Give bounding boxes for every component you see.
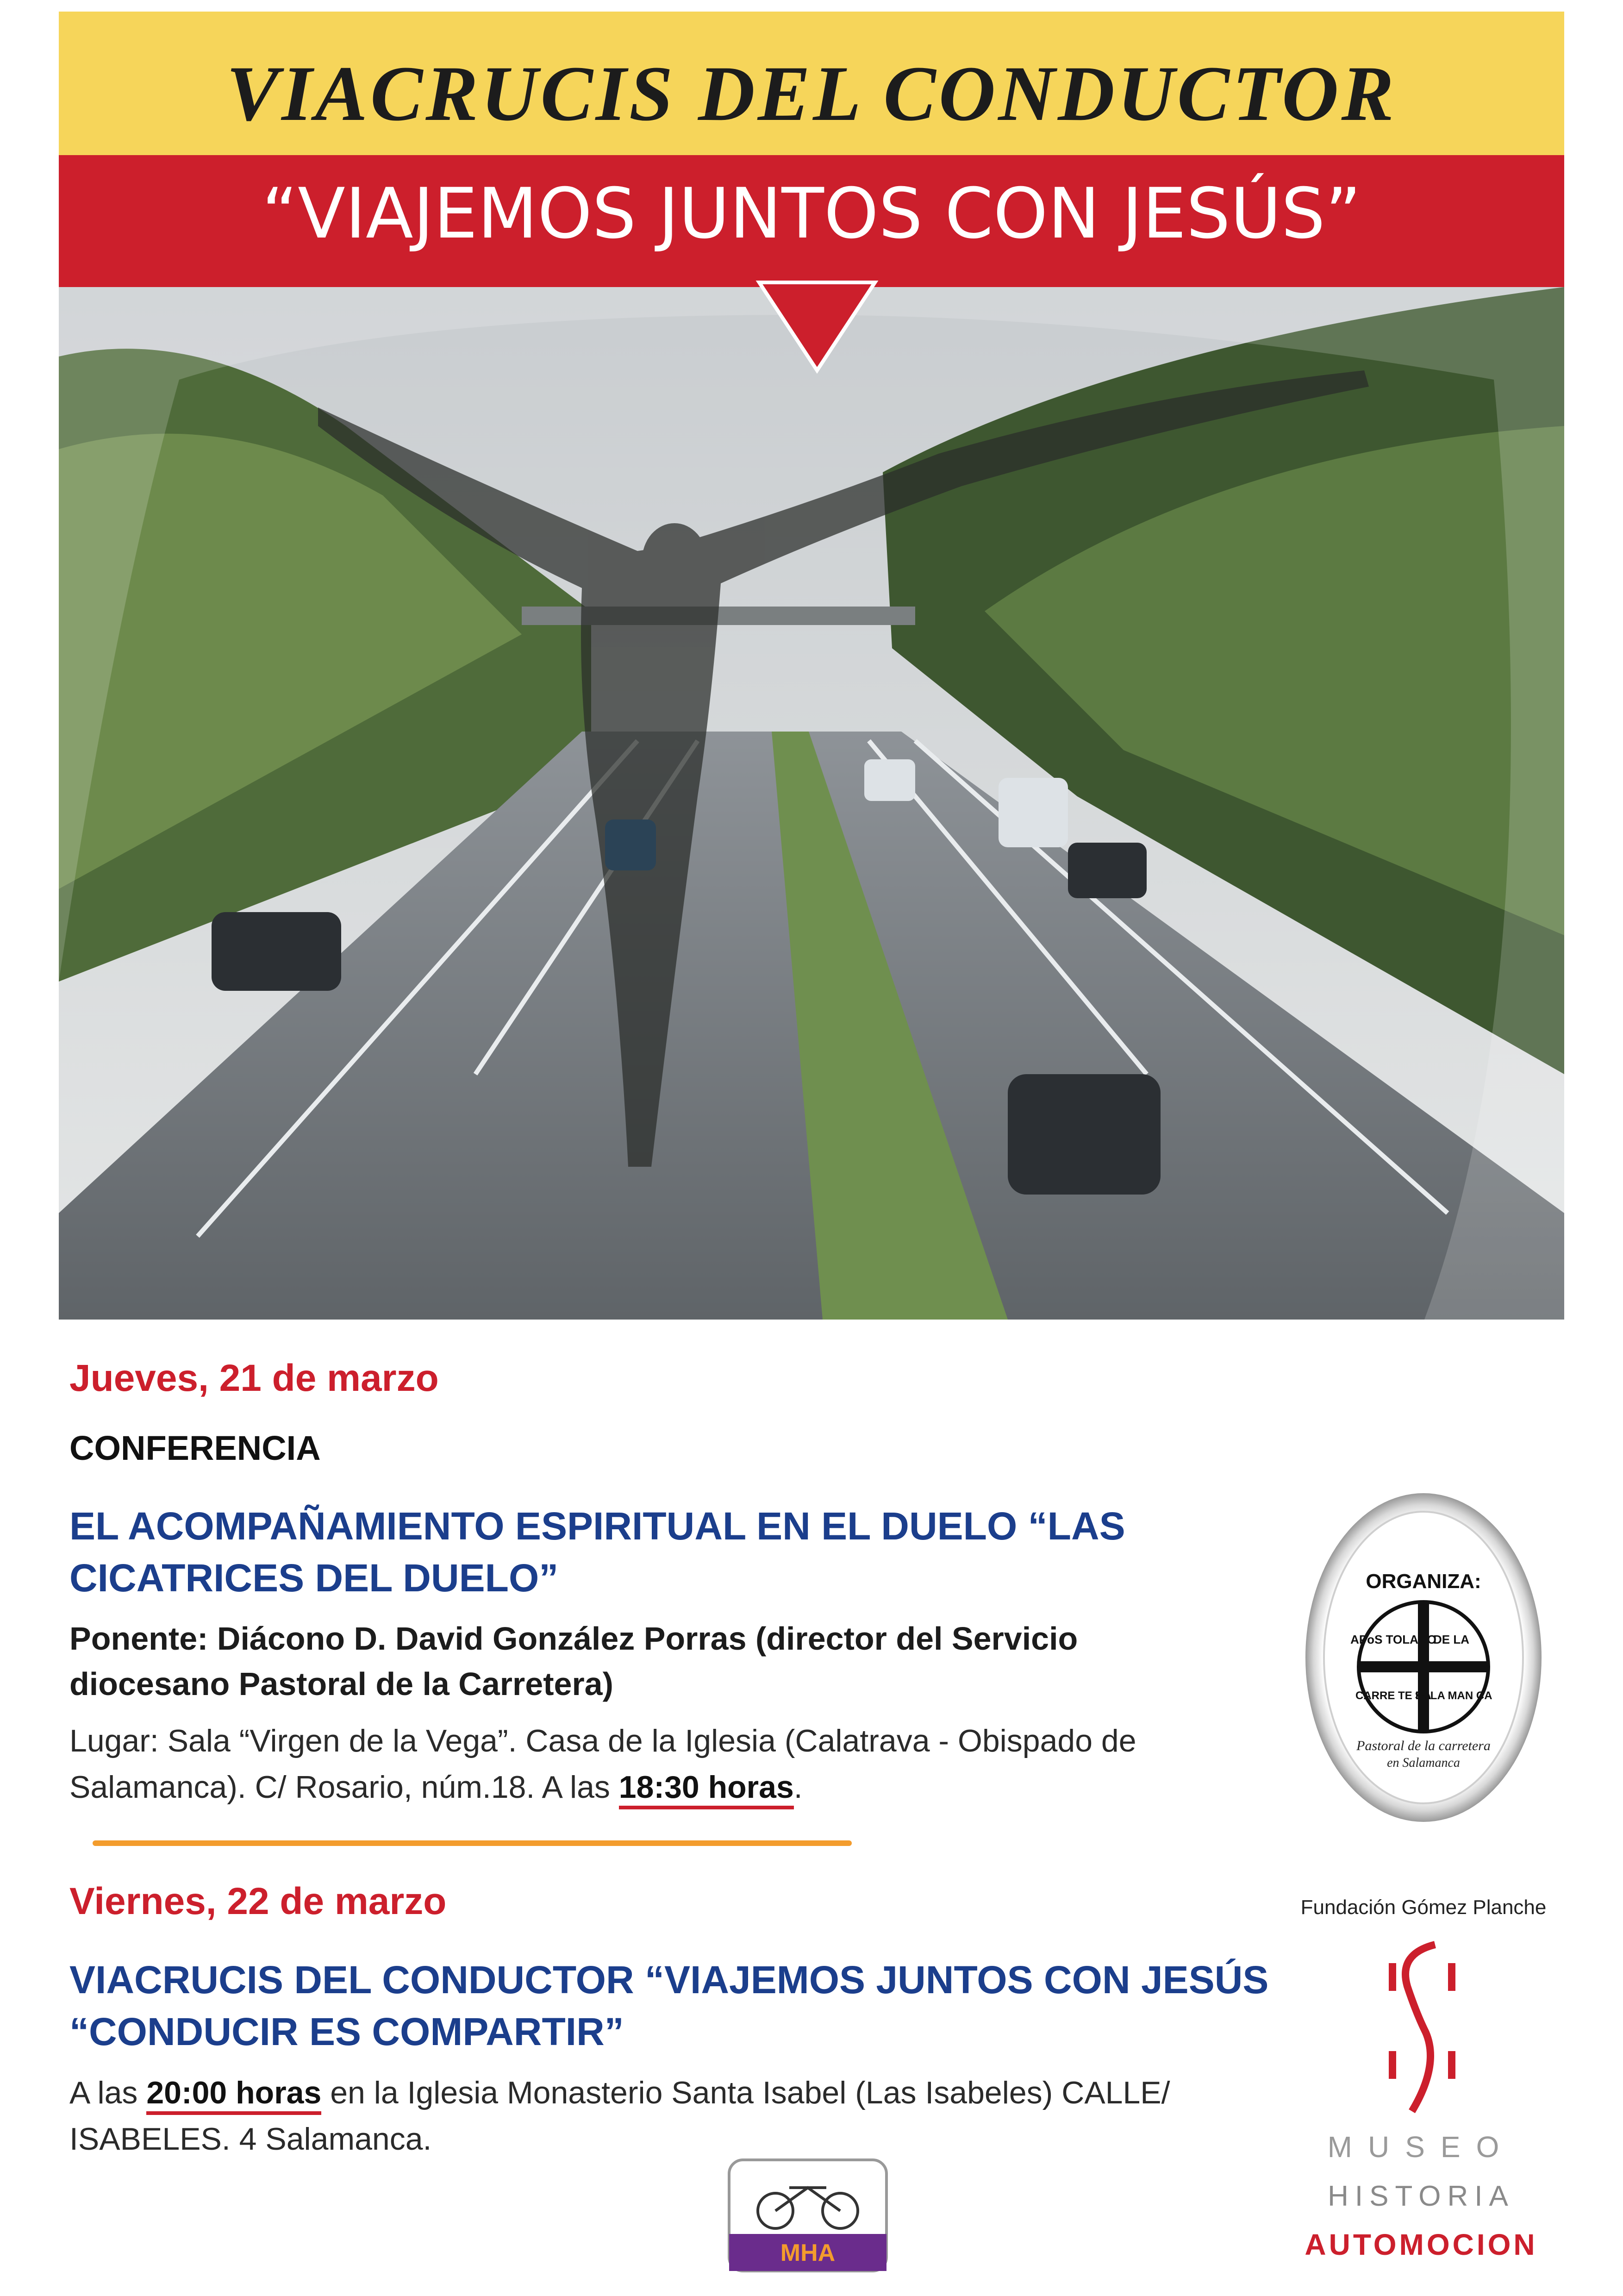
- museum-logo-icon: [1342, 1935, 1500, 2121]
- event1-location-end: .: [793, 1770, 803, 1805]
- organizer-caption-1: Pastoral de la carretera: [1356, 1738, 1491, 1753]
- logo-q2: DE LA: [1433, 1633, 1469, 1646]
- mha-logo: [724, 2155, 891, 2276]
- poster-title: VIACRUCIS DEL CONDUCTOR: [226, 50, 1397, 137]
- highway-crucifix-photo: [59, 287, 1564, 1320]
- subtitle-banner: [59, 155, 1564, 287]
- event1-location: [69, 1718, 1255, 1810]
- museum-line-3: AUTOMOCION: [1305, 2228, 1538, 2261]
- organizer-badge: [1303, 1491, 1544, 1824]
- organizer-label: ORGANIZA:: [1366, 1570, 1481, 1593]
- event2-heading: VIACRUCIS DEL CONDUCTOR “VIAJEMOS JUNTOS CON JESÚS “CONDUCIR ES COMPARTIR”: [69, 1958, 1269, 2053]
- event2-location: [69, 2070, 1255, 2162]
- mha-label: MHA: [780, 2240, 836, 2266]
- event1-location-text: Lugar: Sala “Virgen de la Vega”. Casa de la Iglesia (Calatrava - Obispado de Salamanca). C/ Rosario, núm.18. A las: [69, 1723, 1136, 1805]
- museum-line-2: HISTORIA: [1328, 2180, 1515, 2212]
- museum-line-1: MUSEO: [1327, 2130, 1515, 2164]
- event2-location-text: en la Iglesia Monasterio Santa Isabel (Las Isabeles) CALLE/ ISABELES. 4 Salamanca.: [69, 2075, 1170, 2157]
- event1-date: Jueves, 21 de marzo: [69, 1357, 439, 1399]
- poster-subtitle: “VIAJEMOS JUNTOS CON JESÚS”: [262, 174, 1361, 254]
- museum-wordmark: [1287, 2130, 1555, 2262]
- title-banner: [59, 12, 1564, 155]
- organizer-caption-2: en Salamanca: [1387, 1756, 1460, 1770]
- event1-speaker: Ponente: Diácono D. David González Porras (director del Servicio diocesano Pastoral de la Carretera): [69, 1620, 1078, 1702]
- logo-q4: SALA MAN CA: [1415, 1689, 1492, 1702]
- logo-q3: CARRE TE RA: [1355, 1689, 1432, 1702]
- event2-date: Viernes, 22 de marzo: [69, 1880, 447, 1922]
- event1-time: 18:30 horas: [619, 1770, 794, 1809]
- section-divider: [93, 1840, 852, 1846]
- event2-time-prefix: A las: [69, 2075, 147, 2110]
- event1-type: CONFERENCIA: [69, 1429, 321, 1467]
- event2-time: 20:00 horas: [146, 2075, 321, 2115]
- event1-heading: EL ACOMPAÑAMIENTO ESPIRITUAL EN EL DUELO “LAS CICATRICES DEL DUELO”: [69, 1504, 1125, 1600]
- logo-q1: APoS TOLADO: [1350, 1633, 1436, 1646]
- foundation-name: Fundación Gómez Planche: [1300, 1896, 1547, 1919]
